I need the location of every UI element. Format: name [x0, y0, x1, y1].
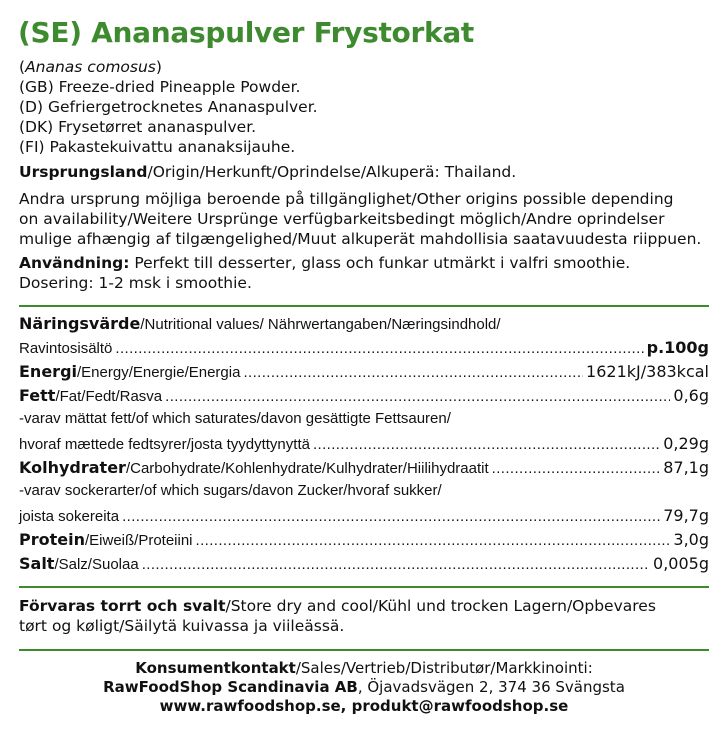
energy-value: 1621kJ/383kcal — [586, 362, 709, 381]
usage-term: Användning: — [19, 254, 130, 272]
storage-text: /Store dry and cool/Kühl und trocken Lagern/Opbevares — [225, 597, 656, 615]
salt-text: /Salz/Suolaa — [54, 556, 139, 573]
other-origins — [19, 189, 711, 249]
usage-line — [19, 253, 711, 273]
latin-name: Ananas comosus — [25, 58, 156, 76]
storage — [19, 596, 711, 636]
contact-text: /Sales/Vertrieb/Distributør/Markkinointi: — [295, 659, 593, 677]
other-origins-line-3: mulige afhængig af tilgængelighed/Muut alkuperät mahdollisia saatavuudesta riippuen. — [19, 230, 702, 248]
protein-row — [19, 530, 709, 554]
leader-dots — [313, 436, 660, 453]
contact-line-2 — [19, 678, 709, 697]
carbs-value: 87,1g — [663, 458, 709, 477]
storage-line-2: tørt og køligt/Säilytä kuivassa ja viileässä. — [19, 617, 345, 635]
carbs-term: Kolhydrater — [19, 458, 126, 477]
protein-text: /Eiweiß/Proteiini — [84, 532, 193, 549]
dosage-line: Dosering: 1-2 msk i smoothie. — [19, 274, 252, 292]
storage-line-1 — [19, 596, 711, 616]
fat-value: 0,6g — [673, 386, 709, 405]
divider-middle — [19, 586, 709, 588]
company-name: RawFoodShop Scandinavia AB — [103, 678, 358, 696]
other-origins-line-2: on availability/Weitere Ursprünge verfügbarkeitsbedingt möglich/Andre oprindelser — [19, 210, 665, 228]
page-title: (SE) Ananaspulver Frystorkat — [18, 16, 474, 49]
name-gb: (GB) Freeze-dried Pineapple Powder. — [19, 78, 301, 96]
energy-term: Energi — [19, 362, 77, 381]
saturates-value: 0,29g — [663, 434, 709, 453]
name-dk: (DK) Frysetørret ananaspulver. — [19, 118, 257, 136]
nutrition-table — [19, 314, 709, 578]
sugars-line-2: joista sokereita — [19, 508, 120, 525]
name-de: (D) Gefriergetrocknetes Ananaspulver. — [19, 98, 318, 116]
energy-text: /Energy/Energie/Energia — [77, 364, 241, 381]
sugars-value: 79,7g — [663, 506, 709, 525]
salt-row — [19, 554, 709, 578]
usage-text: Perfekt till desserter, glass och funkar utmärkt i valfri smoothie. — [129, 254, 631, 272]
web-email-line: www.rawfoodshop.se, produkt@rawfoodshop.se — [159, 697, 569, 715]
salt-term: Salt — [19, 554, 55, 573]
company-address: , Öjavadsvägen 2, 374 36 Svängsta — [357, 678, 625, 696]
leader-dots — [492, 460, 661, 477]
divider-bottom — [19, 649, 709, 651]
nutrition-header-text: /Nutritional values/ Nährwertangaben/Næringsindhold/ — [140, 316, 501, 333]
fat-text: /Fat/Fedt/Rasva — [55, 388, 163, 405]
contact-line-1 — [19, 659, 709, 678]
leader-dots — [165, 388, 670, 405]
saturates-line-1: -varav mättat fett/of which saturates/davon gesättigte Fettsauren/ — [19, 410, 451, 427]
leader-dots — [142, 556, 650, 573]
per-100g: p.100g — [646, 338, 709, 357]
name-fi: (FI) Pakastekuivattu ananaksijauhe. — [19, 138, 296, 156]
leader-dots — [196, 532, 671, 549]
nutrition-term: Näringsvärde — [19, 314, 141, 333]
divider-top — [19, 305, 709, 307]
saturates-row-2 — [19, 434, 709, 458]
latin-name-line: (Ananas comosus) — [19, 58, 162, 76]
fat-row — [19, 386, 709, 410]
origin-line — [19, 162, 711, 182]
fat-term: Fett — [19, 386, 56, 405]
carbs-row — [19, 458, 709, 482]
sugars-row-2 — [19, 506, 709, 530]
leader-dots — [122, 508, 660, 525]
storage-term: Förvaras torrt och svalt — [19, 597, 226, 615]
protein-value: 3,0g — [673, 530, 709, 549]
other-origins-line-1: Andra ursprung möjliga beroende på tillgänglighet/Other origins possible depending — [19, 190, 674, 208]
saturates-row-1 — [19, 410, 709, 434]
sugars-line-1: -varav sockerarter/of which sugars/davon Zucker/hvoraf sukker/ — [19, 482, 442, 499]
nutrition-header — [19, 314, 709, 338]
sugars-row-1 — [19, 482, 709, 506]
carbs-text: /Carbohydrate/Kohlenhydrate/Kulhydrater/Hiilihydraatit — [125, 460, 489, 477]
product-names — [19, 57, 318, 157]
energy-row — [19, 362, 709, 386]
usage — [19, 253, 711, 293]
leader-dots — [115, 340, 643, 357]
contact-term: Konsumentkontakt — [135, 659, 296, 677]
nutrition-header-line2: Ravintosisältö — [19, 340, 113, 357]
saturates-line-2: hvoraf mættede fedtsyrer/josta tyydyttynyttä — [19, 436, 310, 453]
protein-term: Protein — [19, 530, 85, 549]
leader-dots — [243, 364, 583, 381]
consumer-contact — [19, 659, 709, 716]
origin-term: Ursprungsland — [19, 163, 148, 181]
origin-text: /Origin/Herkunft/Oprindelse/Alkuperä: Thailand. — [147, 163, 517, 181]
salt-value: 0,005g — [653, 554, 709, 573]
nutrition-per-row — [19, 338, 709, 362]
